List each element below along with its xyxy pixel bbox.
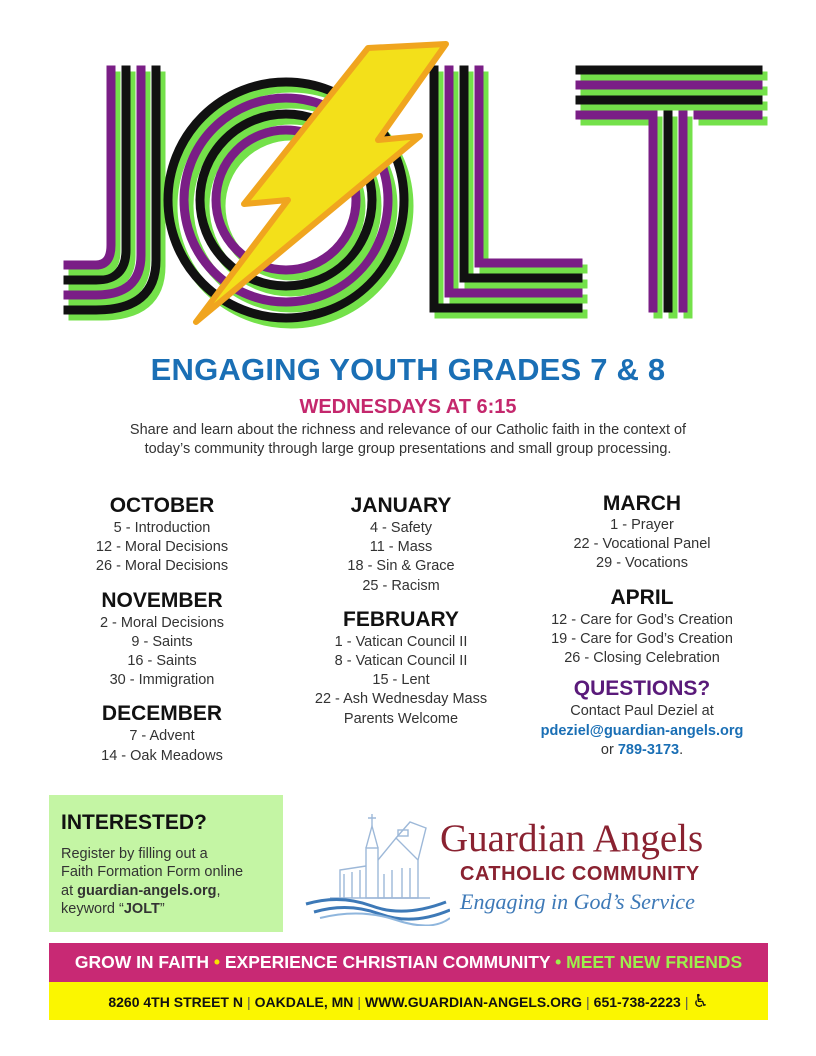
schedule-entry: 9 - Saints [131, 633, 193, 650]
schedule-entry: 4 - Safety [369, 520, 433, 536]
schedule-column [37, 492, 287, 766]
schedule-entry: 26 - Moral Decisions [95, 558, 229, 575]
month-heading: JANUARY [350, 494, 452, 517]
schedule-entry: 26 - Closing Celebration [564, 650, 720, 667]
schedule-entry: 14 - Oak Meadows [101, 747, 223, 764]
schedule-entry: 1 - Vatican Council II [334, 633, 468, 650]
accessibility-icon: ♿ [692, 991, 709, 1011]
footer-divider: | [586, 994, 590, 1010]
month-heading: OCTOBER [109, 494, 215, 517]
intro-line: today’s community through large group presentations and small group processing. [144, 441, 672, 457]
footer-city: OAKDALE, MN [254, 994, 354, 1010]
contact-line: Contact Paul Deziel at [570, 703, 714, 720]
letter-t [580, 70, 763, 314]
slogan-banner [49, 943, 768, 982]
schedule-entry: 19 - Care for God’s Creation [551, 630, 733, 647]
interested-text: Register by filling out a Faith Formation Form online at guardian-angels.org, keyword “JOLT” [61, 846, 244, 918]
schedule-entry: 2 - Moral Decisions [99, 614, 225, 631]
interested-box [49, 795, 283, 932]
website-link[interactable]: guardian-angels.org [77, 882, 217, 899]
letter-j [68, 70, 161, 316]
schedule-entry: 8 - Vatican Council II [334, 653, 468, 670]
schedule-entry: Parents Welcome [343, 710, 459, 727]
schedule-entry: 11 - Mass [369, 539, 433, 556]
intro-line: Share and learn about the richness and relevance of our Catholic faith in the context of [129, 422, 687, 438]
banner-bullet: • [555, 952, 562, 972]
footer-website-link[interactable]: WWW.GUARDIAN-ANGELS.ORG [365, 994, 583, 1010]
organization-logo [300, 808, 770, 926]
schedule-entry: 22 - Ash Wednesday Mass [314, 691, 488, 708]
month-heading: NOVEMBER [101, 588, 223, 612]
schedule-entry: 12 - Moral Decisions [95, 539, 229, 556]
letter-l [434, 70, 583, 314]
schedule-column [276, 492, 526, 729]
schedule-entry: 7 - Advent [129, 728, 195, 745]
organization-name: Guardian Angels [440, 817, 704, 860]
contact-phone-line: or 789-3173. [600, 742, 684, 759]
footer-phone: 651-738-2223 [593, 994, 681, 1010]
jolt-lettering [68, 70, 763, 324]
schedule-entry: 1 - Prayer [610, 517, 674, 533]
month-heading: MARCH [602, 492, 682, 515]
organization-tagline: Engaging in God’s Service [460, 889, 695, 914]
intro-text [0, 421, 816, 459]
schedule-entry: 18 - Sin & Grace [347, 558, 455, 575]
footer-bar [49, 982, 768, 1020]
schedule-entry: 16 - Saints [127, 653, 197, 670]
footer-divider: | [357, 994, 362, 1010]
banner-item: GROW IN FAITH [74, 952, 209, 972]
jolt-logo [48, 40, 768, 330]
footer-divider: | [246, 994, 251, 1010]
footer-divider: | [684, 994, 689, 1010]
organization-subtitle: CATHOLIC COMMUNITY [460, 863, 700, 885]
banner-item: EXPERIENCE CHRISTIAN COMMUNITY [224, 952, 551, 972]
banner-item: MEET NEW FRIENDS [566, 952, 743, 972]
month-heading: APRIL [610, 585, 674, 609]
questions-heading: QUESTIONS? [573, 677, 711, 701]
interested-heading: INTERESTED? [61, 811, 207, 834]
keyword: JOLT [123, 901, 160, 918]
schedule-entry: 15 - Lent [372, 672, 430, 689]
meeting-time: WEDNESDAYS AT 6:15 [299, 396, 517, 418]
schedule-entry: 22 - Vocational Panel [573, 536, 711, 553]
page-title: ENGAGING YOUTH GRADES 7 & 8 [150, 352, 666, 387]
schedule-entry: 5 - Introduction [113, 520, 211, 536]
contact-phone-link[interactable]: 789-3173 [617, 742, 680, 759]
footer-address: 8260 4TH STREET N [108, 994, 243, 1010]
schedule-column [517, 492, 767, 761]
schedule-entry: 30 - Immigration [109, 672, 215, 689]
schedule-entry: 29 - Vocations [596, 555, 688, 572]
church-icon [300, 808, 450, 926]
contact-email-link[interactable]: pdeziel@guardian-angels.org [540, 722, 744, 739]
month-heading: FEBRUARY [343, 607, 459, 631]
schedule-entry: 25 - Racism [362, 577, 440, 594]
schedule-entry: 12 - Care for God’s Creation [551, 611, 733, 628]
banner-bullet: • [213, 952, 220, 972]
month-heading: DECEMBER [101, 702, 223, 726]
